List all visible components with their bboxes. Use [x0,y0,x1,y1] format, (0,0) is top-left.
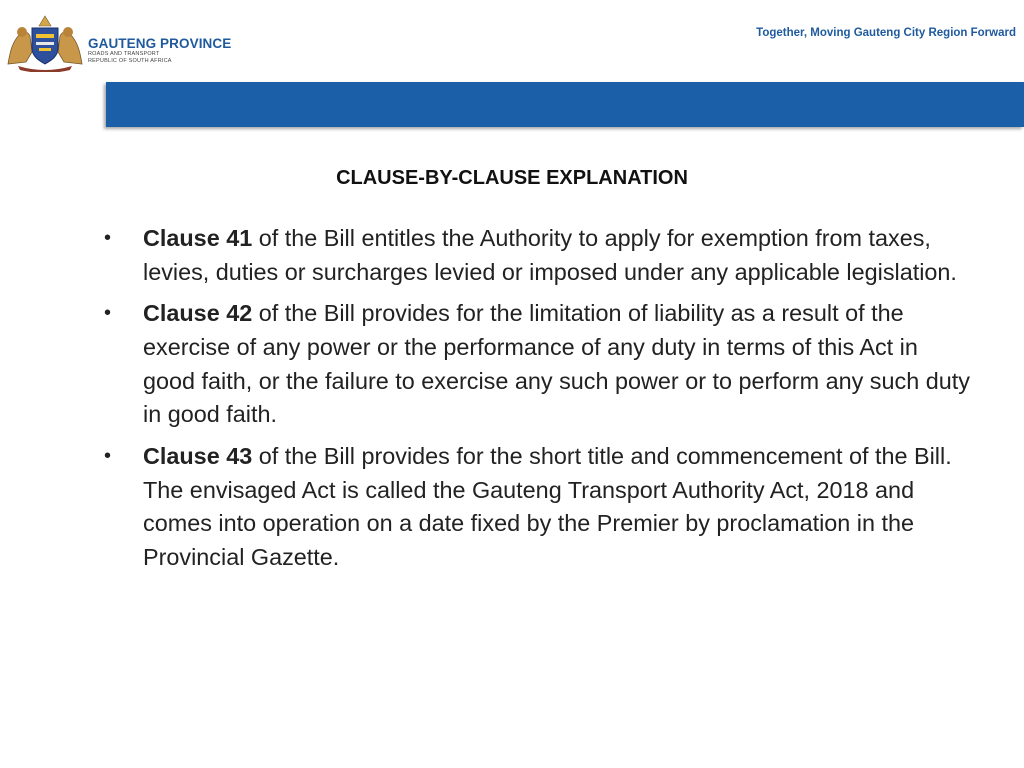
org-country: REPUBLIC OF SOUTH AFRICA [88,58,172,64]
org-name: GAUTENG PROVINCE [88,36,232,51]
bullet-icon: • [104,302,112,325]
organisation-block [88,36,231,65]
bullet-icon: • [104,227,112,249]
clause-label: Clause 42 [143,300,253,327]
tagline: Together, Moving Gauteng City Region Forward [756,27,1016,39]
clause-text: of the Bill entitles the Authority to apply for exemption from taxes, levies, duties or surcharges levied or imposed under any applicable legislation. [143,225,957,285]
header-banner-bar [106,82,1024,127]
clause-list [100,222,970,582]
list-item [100,440,970,575]
slide-header [0,0,1024,82]
clause-label: Clause 43 [143,442,253,469]
slide-title: CLAUSE-BY-CLAUSE EXPLANATION [336,167,688,189]
org-department: ROADS AND TRANSPORT [88,51,160,57]
coat-of-arms-icon [6,12,84,72]
clause-text: of the Bill provides for the limitation of liability as a result of the exercise of any power or the performance of any duty in terms of this Act in good faith, or the failure to exercise any such power or to perform any such duty in good faith. [143,300,970,428]
bullet-icon: • [104,444,112,467]
clause-text: of the Bill provides for the short title and commencement of the Bill. The envisaged Act is called the Gauteng Transport Authority Act, 2018 and comes into operation on a date fixed by the Premier by proclamation in the Provincial Gazette. [143,442,952,571]
list-item [100,222,970,290]
list-item [100,297,970,432]
clause-label: Clause 41 [143,225,253,251]
